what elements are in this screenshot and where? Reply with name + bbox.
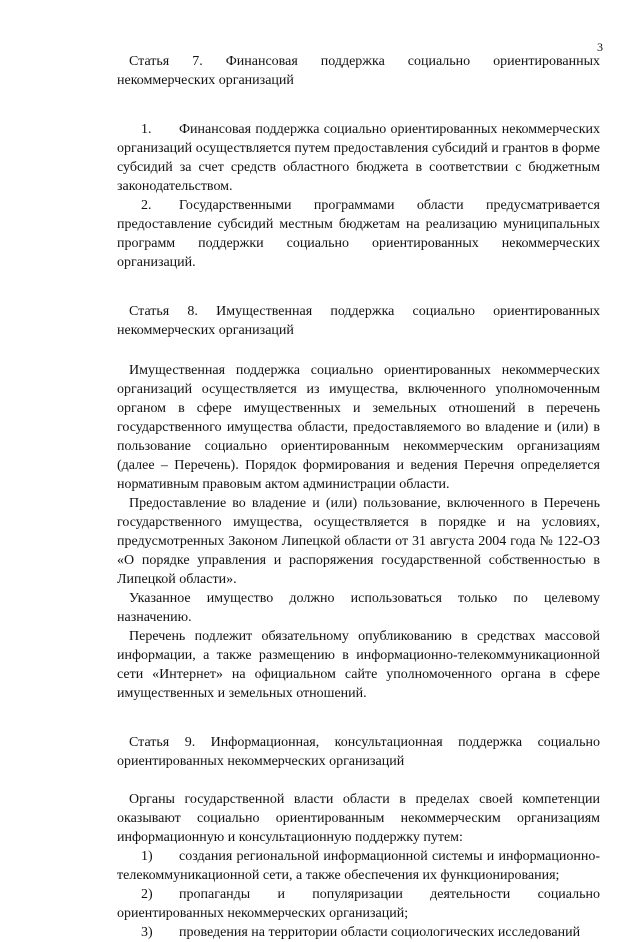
item-text: проведения на территории области социологических исследований xyxy=(179,925,581,940)
article-9 xyxy=(117,733,600,942)
article-7-title: Статья 7. Финансовая поддержка социально ориентированных некоммерческих организаций xyxy=(117,54,600,88)
item-text: Государственными программами области предусматривается предоставление субсидий местным бюджетам на реализацию муниципальных программ поддержки социально ориентированных некоммерческих организаций. xyxy=(117,198,600,270)
item-number: 1) xyxy=(141,849,153,864)
article-9-item-2 xyxy=(117,885,600,923)
article-8 xyxy=(117,302,600,703)
item-number: 1. xyxy=(141,122,152,137)
document-body xyxy=(117,52,600,942)
item-number: 3) xyxy=(141,925,153,940)
item-text: создания региональной информационной системы и информационно-телекоммуникационной сети, а также обеспечения их функционирования; xyxy=(117,849,600,883)
article-8-paragraph-4: Перечень подлежит обязательному опубликованию в средствах массовой информации, а также размещению в информационно-телекоммуникационной сети «Интернет» на официальном сайте уполномоченного органа в сфере имущественных и земельных отношений. xyxy=(117,629,600,701)
article-7 xyxy=(117,52,600,272)
page-number: 3 xyxy=(597,40,603,54)
article-9-title: Статья 9. Информационная, консультационная поддержка социально ориентированных некоммерческих организаций xyxy=(117,735,600,769)
article-8-paragraph-1: Имущественная поддержка социально ориентированных некоммерческих организаций осуществляется из имущества, включенного уполномоченным органом в сфере имущественных и земельных отношений в перечень государственного имущества области, предоставляемого во владение и (или) в пользование социально ориентированным некоммерческим организациям (далее – Перечень). Порядок формирования и ведения Перечня определяется нормативным правовым актом администрации области. xyxy=(117,363,600,492)
item-text: пропаганды и популяризации деятельности социально ориентированных некоммерческих организаций; xyxy=(117,887,600,921)
item-number: 2) xyxy=(141,887,153,902)
article-8-paragraph-2: Предоставление во владение и (или) пользование, включенного в Перечень государственного имущества, осуществляется в порядке и на условиях, предусмотренных Законом Липецкой области от 31 августа 2004 года № 122-ОЗ «О порядке управления и распоряжения государственной собственностью в Липецкой области». xyxy=(117,496,600,587)
article-8-title: Статья 8. Имущественная поддержка социально ориентированных некоммерческих организаций xyxy=(117,304,600,338)
article-9-item-1 xyxy=(117,847,600,885)
article-7-item-2 xyxy=(117,196,600,272)
item-text: Финансовая поддержка социально ориентированных некоммерческих организаций осуществляется путем предоставления субсидий и грантов в форме субсидий за счет средств областного бюджета в соответствии с бюджетным законодательством. xyxy=(117,122,600,194)
item-number: 2. xyxy=(141,198,152,213)
article-9-item-3 xyxy=(117,923,600,942)
article-8-paragraph-3: Указанное имущество должно использоваться только по целевому назначению. xyxy=(117,591,600,625)
article-9-intro: Органы государственной власти области в пределах своей компетенции оказывают социально ориентированным некоммерческим организациям информационную и консультационную поддержку путем: xyxy=(117,792,600,845)
article-7-item-1 xyxy=(117,120,600,196)
